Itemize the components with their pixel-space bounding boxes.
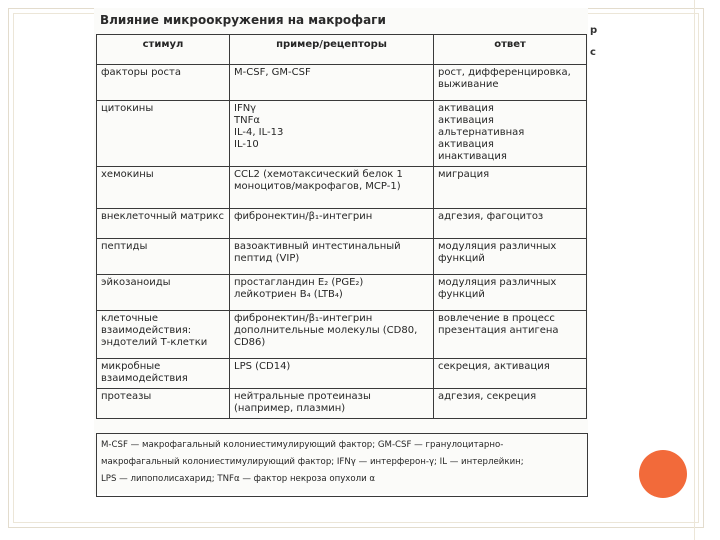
cell-text: TNFα xyxy=(234,115,260,126)
response-cell xyxy=(434,311,587,359)
table-row xyxy=(97,209,587,239)
examples-cell xyxy=(230,389,434,419)
cell-text: CCL2 (хемотаксический белок 1 xyxy=(234,169,403,180)
cell-text: протеазы xyxy=(101,391,152,402)
cell-text: пептиды xyxy=(101,241,148,252)
examples-cell xyxy=(230,209,434,239)
cell-text: микробные xyxy=(101,361,161,372)
table-row xyxy=(97,389,587,419)
stimulus-cell xyxy=(97,167,230,209)
cell-text: функций xyxy=(438,253,485,264)
cropped-edge-text xyxy=(590,20,597,64)
examples-cell xyxy=(230,311,434,359)
table-body xyxy=(97,65,587,419)
cell-text: нейтральные протеиназы xyxy=(234,391,371,402)
cell-text: внеклеточный матрикс xyxy=(101,211,225,222)
stimulus-cell xyxy=(97,359,230,389)
cell-text: секреция, активация xyxy=(438,361,550,372)
cell-text: вовлечение в процесс xyxy=(438,313,555,324)
cell-text: выживание xyxy=(438,79,499,90)
response-cell xyxy=(434,275,587,311)
cell-text: фибронектин/β₁-интегрин xyxy=(234,211,373,222)
cell-text: презентация антигена xyxy=(438,325,559,336)
cell-text: активация xyxy=(438,115,494,126)
response-cell xyxy=(434,101,587,167)
cell-text: CD86) xyxy=(234,337,266,348)
examples-cell xyxy=(230,239,434,275)
stimulus-cell xyxy=(97,275,230,311)
stimulus-cell xyxy=(97,311,230,359)
cell-text: цитокины xyxy=(101,103,154,114)
table-row xyxy=(97,275,587,311)
cell-text: модуляция различных xyxy=(438,277,557,288)
cell-text: адгезия, секреция xyxy=(438,391,537,402)
cell-text: простагландин E₂ (PGE₂) xyxy=(234,277,364,288)
orange-circle-decoration xyxy=(639,450,687,498)
edge-letter: р xyxy=(590,25,598,36)
stimulus-cell xyxy=(97,239,230,275)
cell-text: хемокины xyxy=(101,169,154,180)
examples-cell xyxy=(230,101,434,167)
cell-text: фибронектин/β₁-интегрин xyxy=(234,313,373,324)
cell-text: M-CSF, GM-CSF xyxy=(234,67,311,78)
scanned-document xyxy=(94,8,588,494)
cell-text: функций xyxy=(438,289,485,300)
edge-letter: с xyxy=(590,47,596,58)
examples-cell xyxy=(230,359,434,389)
response-cell xyxy=(434,239,587,275)
examples-cell xyxy=(230,275,434,311)
footnote-line: макрофагальный колониестимулирующий фактор; IFNγ — интерферон-γ; IL — интерлейкин; xyxy=(101,457,524,467)
cell-text: модуляция различных xyxy=(438,241,557,252)
cell-text: взаимодействия xyxy=(101,373,188,384)
cell-text: пептид (VIP) xyxy=(234,253,300,264)
table-row xyxy=(97,101,587,167)
cell-text: активация xyxy=(438,103,494,114)
cell-text: лейкотриен B₄ (LTB₄) xyxy=(234,289,343,300)
table-row xyxy=(97,311,587,359)
table-row xyxy=(97,167,587,209)
response-cell xyxy=(434,209,587,239)
cell-text: дополнительные молекулы (CD80, xyxy=(234,325,418,336)
response-cell xyxy=(434,167,587,209)
header-response: ответ xyxy=(434,35,587,65)
stimulus-cell xyxy=(97,389,230,419)
cell-text: IL-4, IL-13 xyxy=(234,127,284,138)
response-cell xyxy=(434,389,587,419)
cell-text: эндотелий Т-клетки xyxy=(101,337,208,348)
response-cell xyxy=(434,65,587,101)
header-examples: пример/рецепторы xyxy=(230,35,434,65)
stimulus-cell xyxy=(97,101,230,167)
cell-text: активация xyxy=(438,139,494,150)
slide-right-rule xyxy=(694,0,695,540)
stimulus-cell xyxy=(97,65,230,101)
cell-text: моноцитов/макрофагов, MCP-1) xyxy=(234,181,401,192)
cell-text: LPS (CD14) xyxy=(234,361,291,372)
cell-text: рост, дифференцировка, xyxy=(438,67,571,78)
cell-text: клеточные xyxy=(101,313,159,324)
cell-text: факторы роста xyxy=(101,67,181,78)
macrophage-table xyxy=(96,34,587,419)
table-header-row xyxy=(97,35,587,65)
cell-text: альтернативная xyxy=(438,127,525,138)
cell-text: миграция xyxy=(438,169,490,180)
cell-text: (например, плазмин) xyxy=(234,403,346,414)
examples-cell xyxy=(230,65,434,101)
document-title: Влияние микроокружения на макрофаги xyxy=(100,13,386,27)
footnote-line: M-CSF — макрофагальный колониестимулирующий фактор; GM-CSF — гранулоцитарно- xyxy=(101,440,504,450)
examples-cell xyxy=(230,167,434,209)
table-row xyxy=(97,65,587,101)
stimulus-cell xyxy=(97,209,230,239)
response-cell xyxy=(434,359,587,389)
header-stimulus: стимул xyxy=(97,35,230,65)
cell-text: IL-10 xyxy=(234,139,259,150)
cell-text: адгезия, фагоцитоз xyxy=(438,211,544,222)
table-row xyxy=(97,359,587,389)
table-footnote xyxy=(96,433,588,497)
cell-text: эйкозаноиды xyxy=(101,277,171,288)
footnote-line: LPS — липополисахарид; TNFα — фактор некроза опухоли α xyxy=(101,474,376,484)
table-row xyxy=(97,239,587,275)
cell-text: вазоактивный интестинальный xyxy=(234,241,401,252)
cell-text: взаимодействия: xyxy=(101,325,192,336)
cell-text: инактивация xyxy=(438,151,507,162)
cell-text: IFNγ xyxy=(234,103,257,114)
